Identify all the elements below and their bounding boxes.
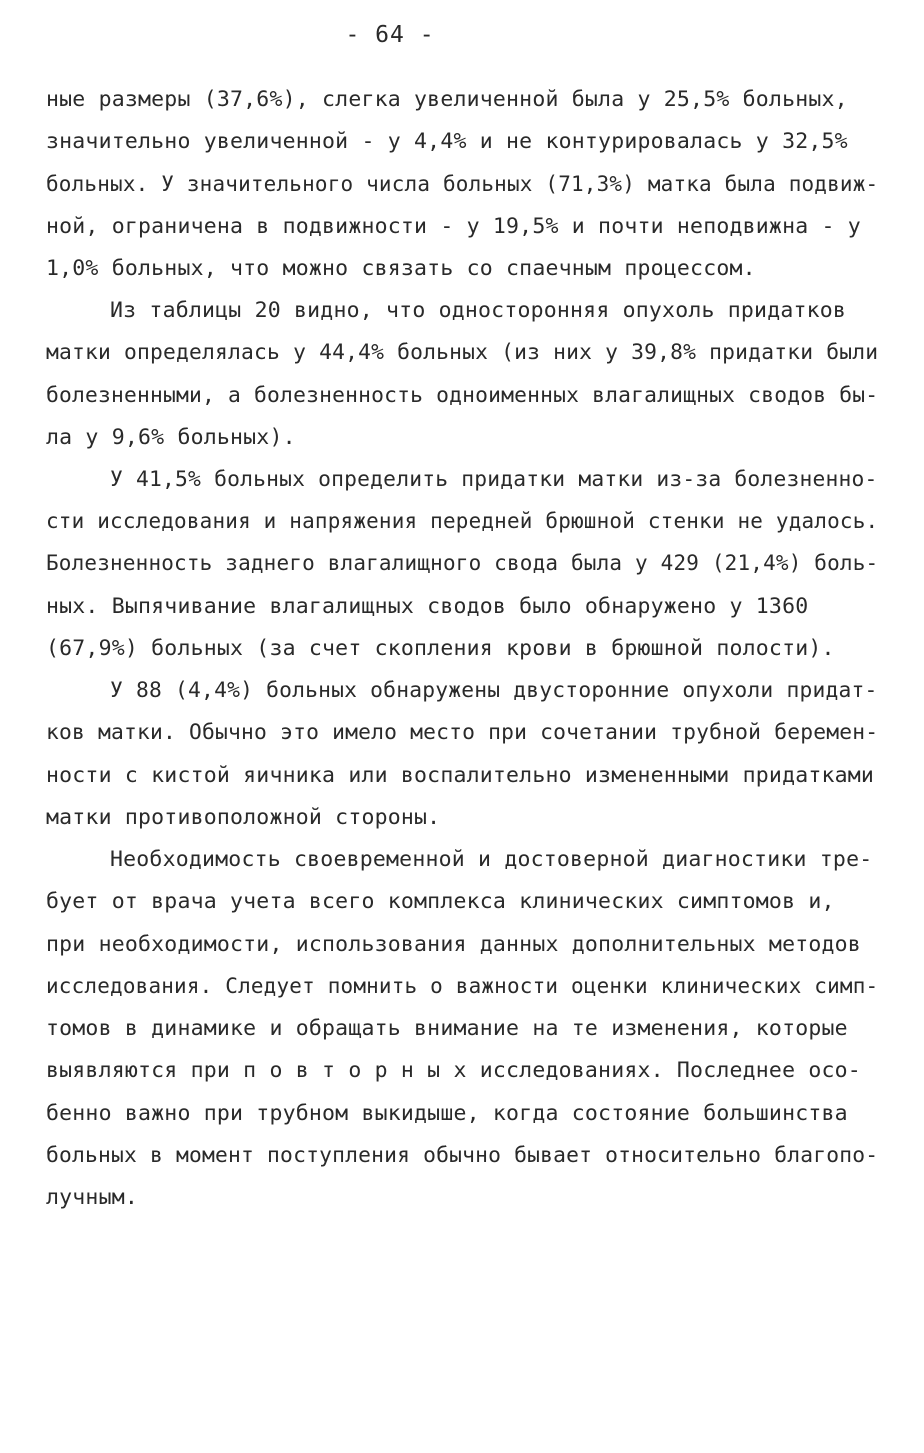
paragraph-5-line-6: выявляются при п о в т о р н ы х исследованиях. Последнее осо- bbox=[46, 1058, 861, 1083]
paragraph-4-line-1: У 88 (4,4%) больных обнаружены двусторонние опухоли придат- bbox=[110, 678, 878, 703]
paragraph-5-line-7: бенно важно при трубном выкидыше, когда состояние большинства bbox=[46, 1101, 848, 1126]
paragraph-2-line-3: болезненными, а болезненность одноименных влагалищных сводов бы- bbox=[46, 383, 879, 408]
paragraph-5-line-5: томов в динамике и обращать внимание на те изменения, которые bbox=[46, 1016, 848, 1041]
paragraph-3-line-1: У 41,5% больных определить придатки матки из-за болезненно- bbox=[110, 467, 878, 492]
paragraph-3-line-5: (67,9%) больных (за счет скопления крови в брюшной полости). bbox=[46, 636, 835, 661]
paragraph-1-line-4: ной, ограничена в подвижности - у 19,5% и почти неподвижна - у bbox=[46, 214, 861, 239]
paragraph-1-line-1: ные размеры (37,6%), слегка увеличенной была у 25,5% больных, bbox=[46, 87, 848, 112]
paragraph-3-line-3: Болезненность заднего влагалищного свода была у 429 (21,4%) боль- bbox=[46, 551, 879, 576]
paragraph-5-line-1: Необходимость своевременной и достоверной диагностики тре- bbox=[110, 847, 873, 872]
paragraph-1-line-2: значительно увеличенной - у 4,4% и не контурировалась у 32,5% bbox=[46, 129, 848, 154]
paragraph-1-line-3: больных. У значительного числа больных (71,3%) матка была подвиж- bbox=[46, 172, 879, 197]
paragraph-4-line-3: ности с кистой яичника или воспалительно измененными придатками bbox=[46, 763, 875, 788]
paragraph-5-line-2: бует от врача учета всего комплекса клинических симптомов и, bbox=[46, 889, 835, 914]
paragraph-4-line-4: матки противоположной стороны. bbox=[46, 805, 441, 830]
paragraph-2-line-2: матки определялась у 44,4% больных (из них у 39,8% придатки были bbox=[46, 340, 879, 365]
paragraph-2-line-1: Из таблицы 20 видно, что односторонняя опухоль придатков bbox=[110, 298, 847, 323]
paragraph-3-line-4: ных. Выпячивание влагалищных сводов было обнаружено у 1360 bbox=[46, 594, 809, 619]
paragraph-3-line-2: сти исследования и напряжения передней брюшной стенки не удалось. bbox=[46, 509, 879, 534]
page-number: - 64 - bbox=[345, 22, 435, 48]
paragraph-2-line-4: ла у 9,6% больных). bbox=[46, 425, 296, 450]
paragraph-4-line-2: ков матки. Обычно это имело место при сочетании трубной беремен- bbox=[46, 720, 879, 745]
paragraph-1-line-5: 1,0% больных, что можно связать со спаечным процессом. bbox=[46, 256, 756, 281]
paragraph-5-line-8: больных в момент поступления обычно бывает относительно благопо- bbox=[46, 1143, 879, 1168]
paragraph-5-line-3: при необходимости, использования данных дополнительных методов bbox=[46, 932, 861, 957]
paragraph-5-line-9: лучным. bbox=[46, 1185, 139, 1210]
paragraph-5-line-4: исследования. Следует помнить о важности оценки клинических симп- bbox=[46, 974, 879, 999]
